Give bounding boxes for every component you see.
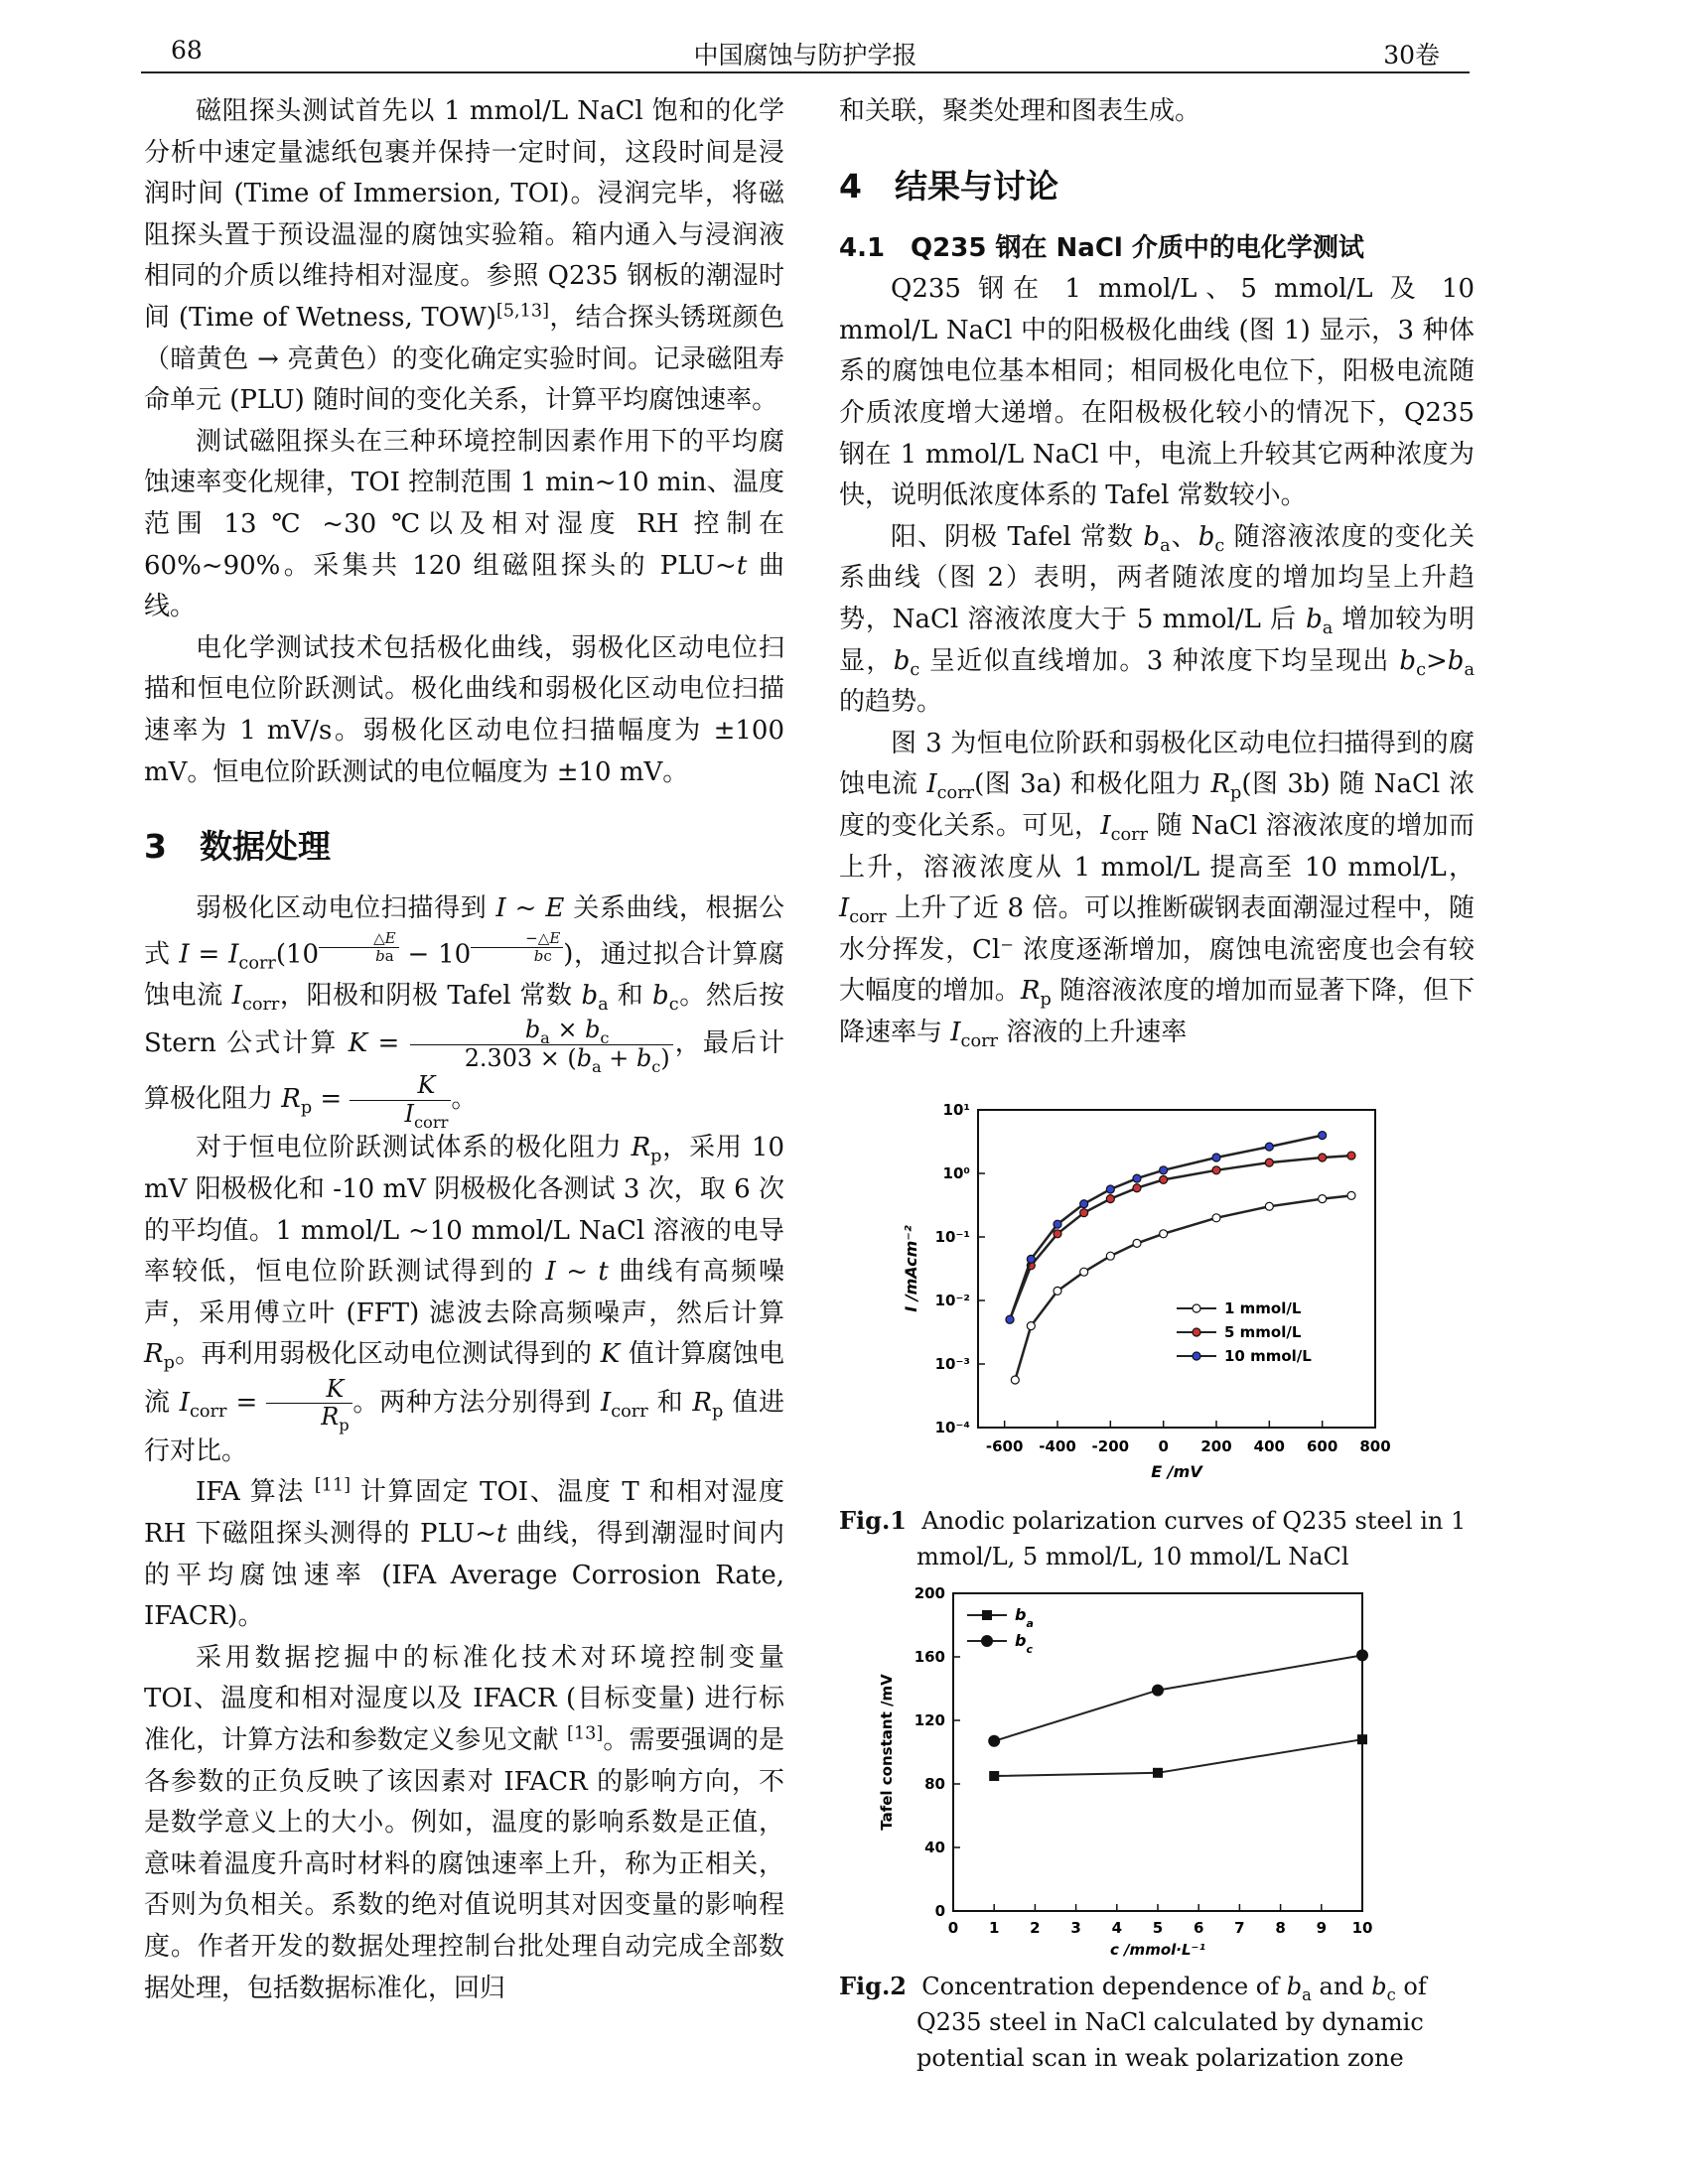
x-tick-label: 1 — [988, 1919, 1000, 1937]
section-heading-3: 3 数据处理 — [144, 827, 331, 867]
x-tick-label: 9 — [1316, 1919, 1328, 1937]
paragraph-standardization: 采用数据挖掘中的标准化技术对环境控制变量 TOI、温度和相对湿度以及 IFACR (目标变量) 进行标准化，计算方法和参数定义参见文献 [13]。需要强调的是各参数的正负反映了该因素对 IFACR 的影响方向，不是数学意义上的大小。例如，温度的影响系数是正值，意味着温度升高时材料的腐蚀速率上升，称为正相关，否则为负相关。系数的绝对值说明其对因变量的影响程度。作者开发的数据处理控制台批处理自动完成全部数据处理，包括数据标准化，回归 — [144, 1642, 784, 2003]
data-point — [1347, 1152, 1355, 1160]
data-point — [1080, 1268, 1088, 1276]
left-column — [144, 91, 784, 2009]
paragraph-environment-factors: 测试磁阻探头在三种环境控制因素作用下的平均腐蚀速率变化规律，TOI 控制范围 1 min~10 min、温度范围 13 ℃ ~30 ℃以及相对湿度 RH 控制在 60%~90%。采集共 120 组磁阻探头的 PLU~t 曲线。 — [144, 426, 784, 622]
legend-label: 1 mmol/L — [1224, 1299, 1302, 1317]
x-tick-label: 4 — [1111, 1919, 1123, 1937]
y-tick-label: 10⁻⁴ — [934, 1419, 970, 1436]
data-point — [1265, 1143, 1273, 1151]
data-point — [1212, 1154, 1220, 1161]
y-tick-label: 10¹ — [942, 1101, 970, 1119]
data-point — [1006, 1315, 1014, 1323]
chart-tafel-constants — [839, 1573, 1475, 1961]
data-point — [1080, 1200, 1088, 1208]
y-tick-label: 160 — [914, 1648, 945, 1666]
figure-1 — [839, 1092, 1475, 1574]
data-point — [1027, 1322, 1035, 1330]
legend-label: 10 mmol/L — [1224, 1347, 1312, 1365]
x-tick-label: -600 — [985, 1437, 1024, 1455]
data-point — [1080, 1209, 1088, 1217]
y-tick-label: 10⁰ — [942, 1164, 970, 1182]
data-point — [1212, 1166, 1220, 1174]
data-point — [1133, 1239, 1141, 1247]
y-tick-label: 120 — [914, 1711, 945, 1729]
legend-marker — [982, 1610, 992, 1620]
y-tick-label: 10⁻¹ — [934, 1228, 970, 1246]
x-tick-label: 200 — [1200, 1437, 1232, 1455]
paragraph-weak-polarization: 弱极化区动电位扫描得到 I ~ E 关系曲线，根据公式 $I = I_{corr}(10$ $^{\frac{\triangle E}{ba}}$ − 10 $^{\frac{-\triangle E}{bc}}$ )，通过拟合计算腐蚀电流 $I_{corr}$，阳极和阴极 Tafel 常数 $b_a$ 和 $b_c$。然后按 Stern 公式计算 K = $\frac{b_a \times b_c}{2.303 \times (b_a + b_c)}$ ，最后计算极化阻力 $R_p$ = $\frac{K}{I_{corr}}$ 。 — [144, 893, 785, 1132]
x-tick-label: 5 — [1152, 1919, 1164, 1937]
data-point — [1319, 1154, 1327, 1161]
data-point — [1212, 1214, 1220, 1222]
journal-title: 中国腐蚀与防护学报 — [693, 41, 917, 69]
paragraph-continuation: 和关联，聚类处理和图表生成。 — [839, 96, 1201, 126]
paragraph-ifa-algorithm: IFA 算法 [11] 计算固定 TOI、温度 T 和相对湿度 RH 下磁阻探头测得的 PLU~t 曲线，得到潮湿时间内的平均腐蚀速率 (IFA Average Corrosion Rate, IFACR)。 — [144, 1475, 784, 1632]
paragraph-corrosion-current: 图 3 为恒电位阶跃和弱极化区动电位扫描得到的腐蚀电流 $I_{corr}$(图 3a) 和极化阻力 $R_p$(图 3b) 随 NaCl 浓度的变化关系。可见，$I_{corr}$ 随 NaCl 溶液浓度的增加而上升，溶液浓度从 1 mmol/L 提高至 10 mmol/L，$I_{corr}$ 上升了近 8 倍。可以推断碳钢表面潮湿过程中，随水分挥发，Cl⁻ 浓度逐渐增加，腐蚀电流密度也会有较大幅度的增加。$R_p$ 随溶液浓度的增加而显著下降，但下降速率与 $I_{corr}$ 溶液的上升速率 — [839, 728, 1476, 1052]
legend-label: $b_a$ — [1015, 1605, 1034, 1630]
data-point — [1106, 1195, 1114, 1203]
page-number: 68 — [171, 36, 203, 65]
data-point — [1160, 1175, 1168, 1183]
data-point — [1347, 1191, 1355, 1199]
legend-marker — [1193, 1328, 1200, 1336]
series-line-2 — [1010, 1156, 1351, 1319]
right-column — [839, 91, 1475, 1053]
data-point — [1133, 1184, 1141, 1192]
legend-marker — [1193, 1352, 1200, 1360]
paragraph-anodic-curves: Q235 钢在 1 mmol/L、5 mmol/L 及 10 mmol/L NaCl 中的阳极极化曲线 (图 1) 显示，3 种体系的腐蚀电位基本相同；相同极化电位下，阳极电流随介质浓度增大递增。在阳极极化较小的情况下，Q235 钢在 1 mmol/L NaCl 中，电流上升较其它两种浓度为快，说明低浓度体系的 Tafel 常数较小。 — [839, 274, 1475, 511]
x-tick-label: 600 — [1307, 1437, 1338, 1455]
data-point — [1054, 1230, 1061, 1238]
legend-marker — [981, 1635, 993, 1647]
y-tick-label: 80 — [924, 1775, 945, 1793]
x-axis-label: E /mV — [1151, 1462, 1202, 1481]
x-tick-label: 0 — [947, 1919, 959, 1937]
series-line-b_c — [994, 1655, 1362, 1740]
data-point — [1160, 1230, 1168, 1238]
y-axis-label: Tafel constant /mV — [878, 1674, 896, 1831]
data-point — [1011, 1376, 1019, 1384]
y-tick-label: 10⁻² — [934, 1292, 970, 1309]
y-tick-label: 0 — [934, 1902, 945, 1920]
data-point — [1265, 1159, 1273, 1166]
x-tick-label: 2 — [1030, 1919, 1041, 1937]
x-tick-label: 10 — [1351, 1919, 1373, 1937]
subsection-heading-4-1: 4.1 Q235 钢在 NaCl 介质中的电化学测试 — [839, 232, 1364, 263]
x-axis-label: c /mmol·L⁻¹ — [1109, 1941, 1206, 1959]
y-tick-label: 40 — [924, 1839, 945, 1856]
x-tick-label: 0 — [1158, 1437, 1169, 1455]
data-point-square — [1153, 1768, 1163, 1778]
x-tick-label: 400 — [1253, 1437, 1285, 1455]
legend-marker — [1193, 1304, 1200, 1312]
x-tick-label: 3 — [1070, 1919, 1081, 1937]
figure-1-caption: Fig.1 Anodic polarization curves of Q235 steel in 1 mmol/L, 5 mmol/L, 10 mmol/L NaCl — [839, 1506, 1467, 1570]
data-point-square — [989, 1771, 999, 1781]
data-point — [1319, 1132, 1327, 1140]
paragraph-potential-step: 对于恒电位阶跃测试体系的极化阻力 $R_p$，采用 10 mV 阳极极化和 -10 mV 阴极极化各测试 3 次，取 6 次的平均值。1 mmol/L ~10 mmol/L NaCl 溶液的电导率较低，恒电位阶跃测试得到的 I ~ t 曲线有高频噪声，采用傅立叶 (FFT) 滤波去除高频噪声，然后计算 $R_p$。再利用弱极化区动电位测试得到的 K 值计算腐蚀电流 $I_{corr}$ = $\frac{K}{R_p}$ 。两种方法分别得到 $I_{corr}$ 和 $R_p$ 值进行对比。 — [144, 1133, 785, 1466]
data-point — [1106, 1185, 1114, 1193]
paragraph-tafel-constants: 阳、阴极 Tafel 常数 $b_a$、$b_c$ 随溶液浓度的变化关系曲线（图 2）表明，两者随浓度的增加均呈上升趋势，NaCl 溶液浓度大于 5 mmol/L 后 $b_a$ 增加较为明显，$b_c$ 呈近似直线增加。3 种浓度下均呈现出 $b_c>b_a$ 的趋势。 — [839, 521, 1475, 718]
citation: [13] — [567, 1723, 604, 1744]
legend-label: $b_c$ — [1015, 1631, 1033, 1656]
data-point — [1054, 1287, 1061, 1295]
legend-label: 5 mmol/L — [1224, 1323, 1302, 1341]
citation: [11] — [314, 1475, 352, 1496]
data-point — [1265, 1202, 1273, 1210]
y-tick-label: 200 — [914, 1584, 945, 1602]
x-tick-label: 6 — [1193, 1919, 1204, 1937]
x-tick-label: -200 — [1091, 1437, 1130, 1455]
data-point — [1106, 1252, 1114, 1260]
paragraph-probe-test: 磁阻探头测试首先以 1 mmol/L NaCl 饱和的化学分析中速定量滤纸包裹并保持一定时间，这段时间是浸润时间 (Time of Immersion, TOI)。浸润完毕，将磁阻探头置于预设温湿的腐蚀实验箱。箱内通入与浸润液相同的介质以维持相对湿度。参照 Q235 钢板的潮湿时间 (Time of Wetness, TOW)[5,13]，结合探头锈斑颜色（暗黄色 → 亮黄色）的变化确定实验时间。记录磁阻寿命单元 (PLU) 随时间的变化关系，计算平均腐蚀速率。 — [144, 96, 784, 416]
data-point-circle — [1356, 1649, 1368, 1661]
chart-polarization-curves — [839, 1092, 1475, 1489]
figure-2-caption: Fig.2 Concentration dependence of $b_a$ and $b_c$ of Q235 steel in NaCl calculated by dynamic potential scan in weak polarization zone — [839, 1972, 1427, 2072]
figure-2 — [839, 1573, 1475, 2076]
y-tick-label: 10⁻³ — [934, 1355, 970, 1373]
series-line-b_a — [994, 1739, 1362, 1776]
volume-label: 30卷 — [1383, 41, 1440, 69]
x-tick-label: 7 — [1234, 1919, 1245, 1937]
data-point — [1160, 1166, 1168, 1174]
y-axis-label: I /mAcm⁻² — [902, 1225, 920, 1312]
citation: [5,13] — [495, 301, 550, 322]
section-heading-4: 4 结果与讨论 — [839, 166, 1058, 205]
data-point — [1319, 1195, 1327, 1203]
data-point — [1133, 1174, 1141, 1182]
data-point-circle — [988, 1735, 1000, 1747]
x-tick-label: 800 — [1359, 1437, 1391, 1455]
data-point — [1027, 1255, 1035, 1263]
data-point-circle — [1152, 1685, 1164, 1697]
x-tick-label: 8 — [1275, 1919, 1286, 1937]
paragraph-electrochemical-tests: 电化学测试技术包括极化曲线，弱极化区动电位扫描和恒电位阶跃测试。极化曲线和弱极化区动电位扫描速率为 1 mV/s。弱极化区动电位扫描幅度为 ±100 mV。恒电位阶跃测试的电位幅度为 ±10 mV。 — [144, 632, 784, 787]
running-header — [141, 30, 1470, 73]
data-point-square — [1357, 1734, 1367, 1744]
x-tick-label: -400 — [1039, 1437, 1076, 1455]
data-point — [1054, 1220, 1061, 1228]
